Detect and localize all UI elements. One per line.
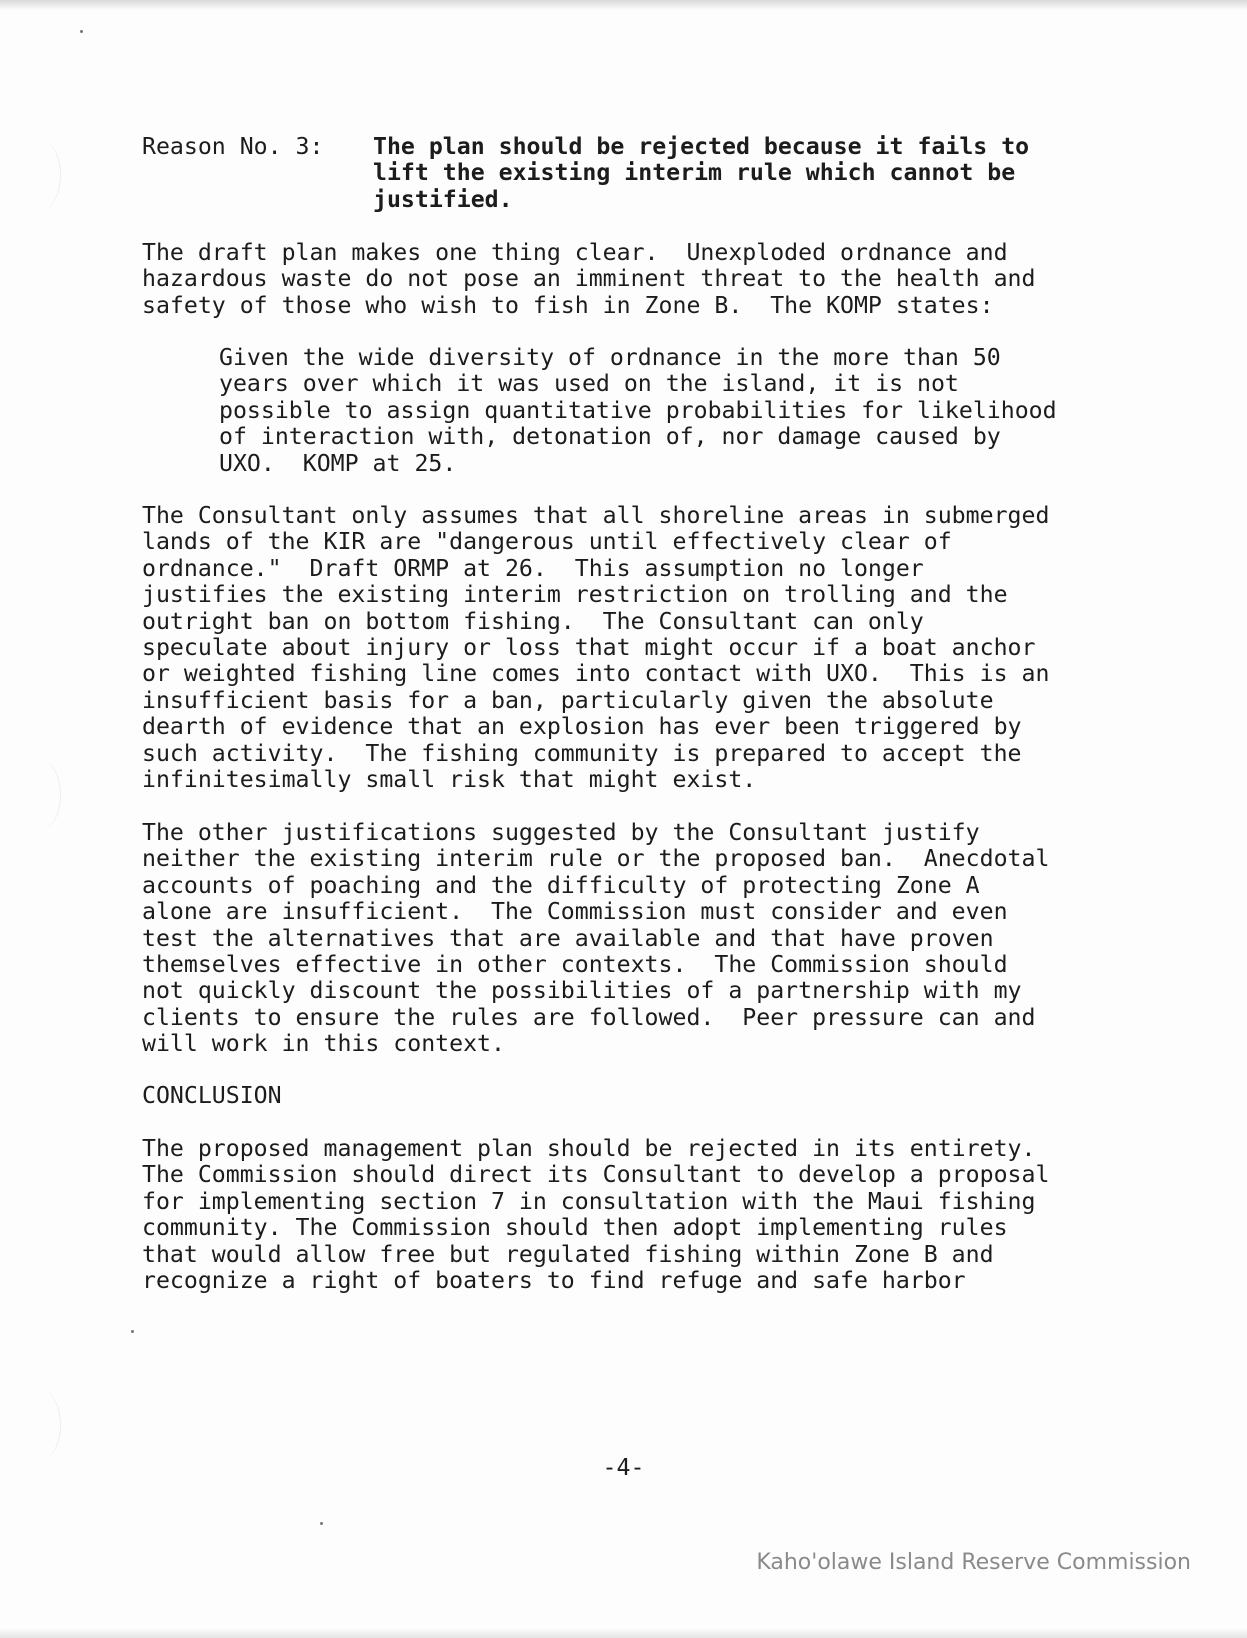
page-number: -4- bbox=[602, 1454, 645, 1481]
paragraph-consultant-assumes: The Consultant only assumes that all shoreline areas in submerged lands of the KIR are "dangerous until effectively clear of ordnance." Draft ORMP at 26. This assumption no longer justifies the existing interim restriction on trolling and the outright ban on bottom fishing. The Consultant can only speculate about injury or loss that might occur if a boat anchor or weighted fishing line comes into contact with UXO. This is an insufficient basis for a ban, particularly given the absolute dearth of evidence that an explosion has ever been triggered by such activity. The fishing community is prepared to accept the infinitesimally small risk that might exist. bbox=[142, 502, 1050, 794]
reason-label: Reason No. 3: bbox=[142, 133, 324, 160]
punch-hole-mark bbox=[20, 140, 61, 210]
paragraph-other-justifications: The other justifications suggested by the Consultant justify neither the existing interim rule or the proposed ban. Anecdotal accounts of poaching and the difficulty of protecting Zone A alone are insufficient. The Commission must consider and even test the alternatives that are available and that have proven themselves effective in other contexts. The Commission should not quickly discount the possibilities of a partnership with my clients to ensure the rules are followed. Peer pressure can and will work in this context. bbox=[142, 819, 1050, 1058]
scan-bottom-edge bbox=[0, 1628, 1247, 1638]
conclusion-heading: CONCLUSION bbox=[142, 1082, 282, 1109]
block-quote-komp: Given the wide diversity of ordnance in the more than 50 years over which it was used on the island, it is not possible to assign quantitative probabilities for likelihood of interaction with, detonation of, nor damage caused by UXO. KOMP at 25. bbox=[219, 344, 1057, 477]
punch-hole-mark bbox=[20, 1390, 61, 1460]
reason-title: The plan should be rejected because it fails to lift the existing interim rule which cannot be justified. bbox=[373, 133, 1030, 213]
scan-speck bbox=[80, 30, 83, 33]
archive-watermark: Kaho'olawe Island Reserve Commission bbox=[756, 1550, 1191, 1575]
scan-top-edge bbox=[0, 0, 1247, 10]
paragraph-conclusion: The proposed management plan should be rejected in its entirety. The Commission should direct its Consultant to develop a proposal for implementing section 7 in consultation with the Maui fishing community. The Commission should then adopt implementing rules that would allow free but regulated fishing within Zone B and recognize a right of boaters to find refuge and safe harbor bbox=[142, 1135, 1050, 1295]
scan-speck bbox=[320, 1522, 323, 1525]
paragraph-draft-plan: The draft plan makes one thing clear. Unexploded ordnance and hazardous waste do not pose an imminent threat to the health and safety of those who wish to fish in Zone B. The KOMP states: bbox=[142, 239, 1036, 319]
punch-hole-mark bbox=[20, 760, 61, 830]
scan-speck bbox=[131, 1330, 134, 1333]
